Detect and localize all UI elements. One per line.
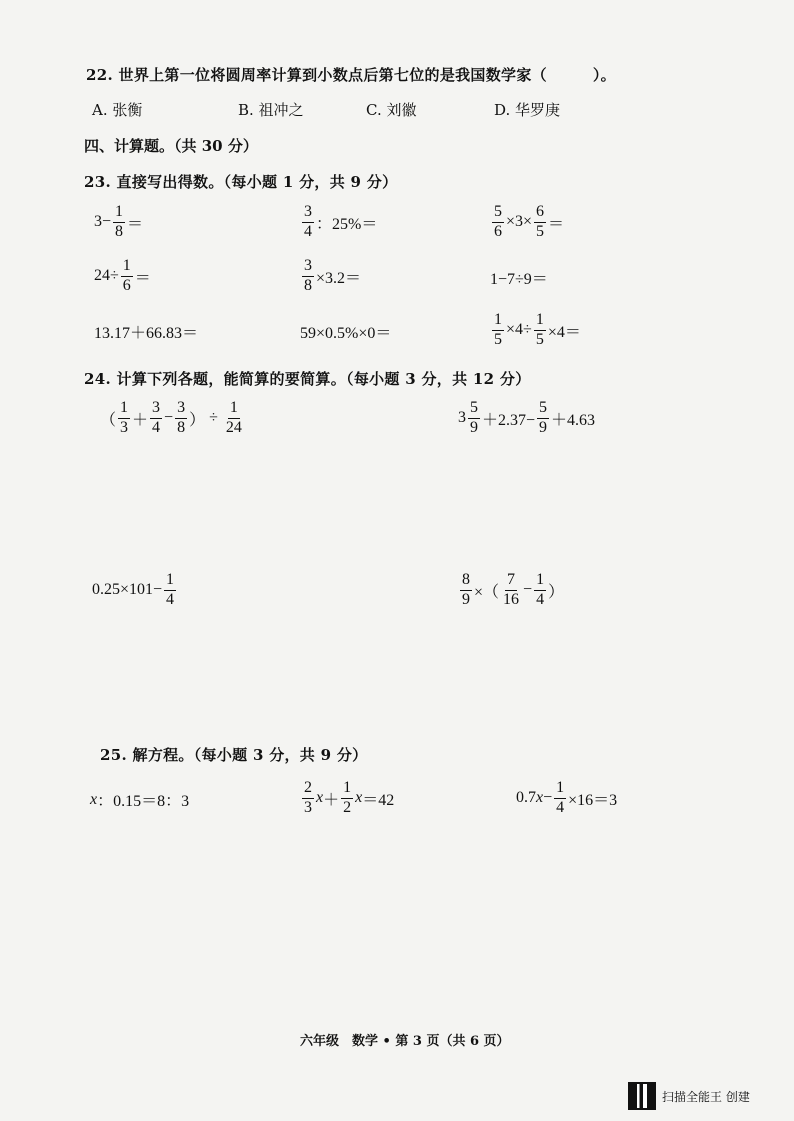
operator: − (543, 789, 553, 807)
expr-24-2 (458, 400, 595, 437)
expr-23-7 (94, 320, 198, 343)
fraction: $\frac{6}{5}$ (536, 203, 545, 240)
fraction: $\frac{1}{3}$ (120, 399, 129, 436)
variable: x (355, 789, 363, 807)
expr-23-8 (300, 320, 391, 343)
expr-23-3 (490, 204, 564, 241)
expr-text: 0.25×101− (92, 581, 163, 599)
paren: ） (189, 411, 206, 429)
fraction: $\frac{2}{3}$ (304, 779, 312, 816)
expr-text: 0.7 (516, 789, 536, 807)
question-25-title: 25. 解方程。（每小题 3 分，共 9 分） (100, 746, 368, 764)
section-title: 四、计算题。（共 30 分） (84, 137, 258, 155)
expr-text: 3− (94, 213, 112, 231)
expr-23-4 (94, 258, 151, 295)
expr-text: ×（ (474, 583, 500, 601)
fraction: $\frac{5}{9}$ (539, 399, 548, 436)
whole-number: 3 (458, 409, 466, 427)
option-a: A. 张衡 (92, 101, 143, 119)
option-d: D. 华罗庚 (494, 101, 561, 119)
question-22: 22. 世界上第一位将圆周率计算到小数点后第七位的是我国数学家（ ）。 (86, 66, 616, 84)
expr-text: 24÷ (94, 267, 119, 285)
operator: ÷ (209, 409, 218, 427)
question-23-title: 23. 直接写出得数。（每小题 1 分，共 9 分） (84, 173, 398, 191)
fraction: $\frac{1}{2}$ (343, 779, 352, 816)
fraction: $\frac{8}{9}$ (462, 571, 470, 608)
qr-code-icon (628, 1082, 656, 1110)
paren: ） (548, 583, 565, 601)
expr-text: ：0.15＝8：3 (97, 793, 190, 810)
fraction: $\frac{1}{24}$ (225, 399, 242, 436)
operator: ＋ (323, 791, 340, 809)
operator: − (164, 409, 174, 427)
fraction: $\frac{5}{6}$ (494, 203, 502, 240)
expr-text: ：25%＝ (316, 215, 378, 233)
option-c: C. 刘徽 (366, 101, 417, 119)
fraction: $\frac{1}{5}$ (535, 311, 544, 348)
equation-3 (516, 780, 617, 817)
expr-24-3 (92, 572, 178, 609)
expr-text: ＝ (548, 215, 565, 233)
operator: ＋ (132, 411, 149, 429)
fraction: $\frac{1}{8}$ (115, 203, 124, 240)
expr-text: ＋4.63 (551, 411, 596, 429)
expr-23-9 (490, 312, 581, 349)
equation-1 (90, 788, 189, 811)
question-24-title: 24. 计算下列各题，能简算的要简算。（每小题 3 分，共 12 分） (84, 370, 531, 388)
fraction: $\frac{5}{9}$ (470, 399, 478, 436)
equation-2 (300, 780, 394, 817)
option-b: B. 祖冲之 (238, 101, 304, 119)
variable: x (90, 790, 98, 808)
expr-text: ＝ (127, 215, 144, 233)
variable: x (536, 789, 544, 807)
fraction: $\frac{1}{5}$ (494, 311, 502, 348)
expr-23-6 (490, 266, 548, 289)
variable: x (316, 789, 324, 807)
fraction: $\frac{3}{4}$ (152, 399, 161, 436)
fraction: $\frac{3}{4}$ (304, 203, 312, 240)
expr-text: ×16＝3 (568, 791, 618, 809)
expr-text: ×4＝ (547, 323, 581, 341)
paren: （ (100, 411, 117, 429)
fraction: $\frac{3}{8}$ (177, 399, 186, 436)
expr-23-1 (94, 204, 143, 241)
fraction: $\frac{1}{4}$ (556, 779, 565, 816)
fraction: $\frac{3}{8}$ (304, 257, 312, 294)
fraction: $\frac{7}{16}$ (503, 571, 520, 608)
fraction: $\frac{1}{6}$ (122, 257, 131, 294)
expr-text: 59×0.5%×0＝ (300, 325, 392, 342)
fraction: $\frac{1}{4}$ (166, 571, 175, 608)
operator: − (523, 581, 533, 599)
expr-text: ×3× (506, 213, 533, 231)
expr-24-1 (100, 400, 246, 437)
fraction: $\frac{1}{4}$ (536, 571, 545, 608)
expr-24-4 (458, 572, 564, 609)
expr-text: ＝42 (362, 791, 395, 809)
expr-23-5 (300, 258, 361, 295)
expr-text: ＝ (134, 269, 151, 287)
page-footer: 六年级 数学 • 第 3 页（共 6 页） (300, 1034, 510, 1049)
scanner-watermark: 扫描全能王 创建 (662, 1090, 750, 1104)
expr-text: 13.17＋66.83＝ (94, 325, 199, 342)
expr-text: ＋2.37− (482, 411, 536, 429)
expr-text: ×4÷ (506, 321, 532, 339)
expr-text: 1−7÷9＝ (490, 271, 548, 288)
expr-text: ×3.2＝ (316, 269, 362, 287)
expr-23-2 (300, 204, 377, 241)
